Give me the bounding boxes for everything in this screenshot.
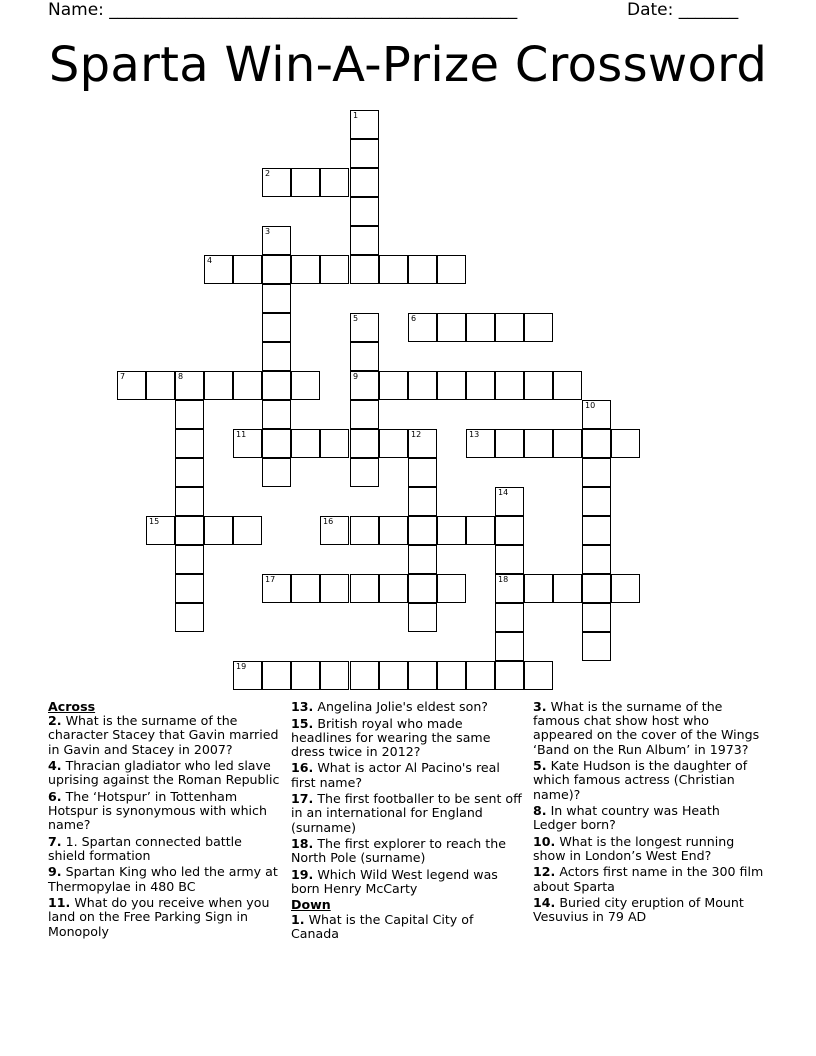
grid-cell[interactable] [524, 313, 553, 342]
grid-cell[interactable] [233, 429, 262, 458]
grid-cell[interactable] [611, 429, 640, 458]
grid-cell[interactable] [146, 371, 175, 400]
grid-cell[interactable] [408, 516, 437, 545]
page-title: Sparta Win-A-Prize Crossword [48, 37, 768, 93]
grid-cell[interactable] [553, 371, 582, 400]
grid-cell[interactable] [379, 574, 408, 603]
grid-cell[interactable] [582, 400, 611, 429]
cell-number: 18 [498, 575, 509, 584]
cell-number: 6 [411, 314, 417, 323]
clue-column-1 [48, 700, 280, 941]
grid-cell[interactable] [262, 661, 291, 690]
grid-cell[interactable] [204, 516, 233, 545]
grid-cell[interactable] [350, 255, 379, 284]
grid-cell[interactable] [495, 603, 524, 632]
cell-number: 1 [353, 111, 359, 120]
grid-cell[interactable] [437, 574, 466, 603]
grid-cell[interactable] [379, 516, 408, 545]
grid-cell[interactable] [320, 661, 349, 690]
grid-cell[interactable] [379, 661, 408, 690]
grid-cell[interactable] [553, 574, 582, 603]
clue-across-6: 6. The ‘Hotspur’ in Tottenham Hotspur is synonymous with which name? [48, 788, 267, 833]
grid-cell[interactable] [408, 545, 437, 574]
grid-cell[interactable] [233, 516, 262, 545]
cell-number: 19 [236, 662, 247, 671]
grid-cell[interactable] [408, 487, 437, 516]
grid-cell[interactable] [408, 255, 437, 284]
grid-cell[interactable] [379, 371, 408, 400]
grid-cell[interactable] [350, 574, 379, 603]
grid-cell[interactable] [320, 255, 349, 284]
grid-cell[interactable] [466, 429, 495, 458]
grid-cell[interactable] [320, 574, 349, 603]
grid-cell[interactable] [350, 313, 379, 342]
clue-across-17: 17. The first footballer to be sent off in an international for England (surname) [291, 791, 522, 835]
grid-cell[interactable] [262, 284, 291, 313]
grid-cell[interactable] [175, 371, 204, 400]
clue-across-2: 2. What is the surname of the character Stacey that Gavin married in Gavin and Stacey in 2007? [48, 713, 279, 757]
grid-cell[interactable] [146, 516, 175, 545]
clue-down-10: 10. What is the longest running show in London’s West End? [533, 833, 735, 863]
across-heading: Across [48, 699, 96, 714]
grid-cell[interactable] [262, 400, 291, 429]
cell-number: 3 [265, 227, 271, 236]
grid-cell[interactable] [408, 458, 437, 487]
grid-cell[interactable] [350, 371, 379, 400]
cell-number: 8 [178, 372, 184, 381]
grid-cell[interactable] [233, 371, 262, 400]
grid-cell[interactable] [291, 574, 320, 603]
grid-cell[interactable] [350, 110, 379, 139]
grid-cell[interactable] [524, 429, 553, 458]
grid-cell[interactable] [466, 313, 495, 342]
grid-cell[interactable] [611, 574, 640, 603]
name-field-label: Name: ________________________________________________ [48, 0, 518, 20]
grid-cell[interactable] [233, 661, 262, 690]
grid-cell[interactable] [524, 371, 553, 400]
grid-cell[interactable] [495, 632, 524, 661]
grid-cell[interactable] [379, 429, 408, 458]
grid-cell[interactable] [320, 516, 349, 545]
grid-cell[interactable] [408, 661, 437, 690]
grid-cell[interactable] [582, 603, 611, 632]
grid-cell[interactable] [350, 197, 379, 226]
cell-number: 2 [265, 169, 271, 178]
grid-cell[interactable] [582, 429, 611, 458]
grid-cell[interactable] [175, 429, 204, 458]
cell-number: 15 [149, 517, 160, 526]
grid-cell[interactable] [262, 313, 291, 342]
grid-cell[interactable] [582, 632, 611, 661]
grid-cell[interactable] [291, 371, 320, 400]
grid-cell[interactable] [437, 371, 466, 400]
grid-cell[interactable] [204, 371, 233, 400]
grid-cell[interactable] [350, 458, 379, 487]
grid-cell[interactable] [495, 313, 524, 342]
grid-cell[interactable] [262, 168, 291, 197]
cell-number: 11 [236, 430, 247, 439]
clue-across-16: 16. What is actor Al Pacino's real first name? [291, 760, 500, 790]
cell-number: 14 [498, 488, 509, 497]
grid-cell[interactable] [175, 545, 204, 574]
grid-cell[interactable] [350, 516, 379, 545]
grid-cell[interactable] [582, 545, 611, 574]
grid-cell[interactable] [175, 574, 204, 603]
grid-cell[interactable] [495, 516, 524, 545]
grid-cell[interactable] [350, 429, 379, 458]
grid-cell[interactable] [291, 168, 320, 197]
clue-column-3 [533, 700, 765, 927]
grid-cell[interactable] [408, 313, 437, 342]
grid-cell[interactable] [495, 371, 524, 400]
grid-cell[interactable] [350, 400, 379, 429]
grid-cell[interactable] [350, 226, 379, 255]
grid-cell[interactable] [553, 429, 582, 458]
clue-down-3: 3. What is the surname of the famous chat show host who appeared on the cover of the Wings ‘Band on the Run Album’ in 1973? [533, 699, 760, 757]
cell-number: 7 [120, 372, 126, 381]
grid-cell[interactable] [175, 400, 204, 429]
date-field-label: Date: _______ [627, 0, 739, 20]
grid-cell[interactable] [262, 371, 291, 400]
grid-cell[interactable] [466, 371, 495, 400]
grid-cell[interactable] [262, 342, 291, 371]
clue-across-4: 4. Thracian gladiator who led slave uprising against the Roman Republic [48, 758, 280, 788]
grid-cell[interactable] [495, 661, 524, 690]
grid-cell[interactable] [408, 429, 437, 458]
clue-down-1: 1. What is the Capital City of Canada [291, 911, 474, 941]
grid-cell[interactable] [408, 574, 437, 603]
grid-cell[interactable] [233, 255, 262, 284]
grid-cell[interactable] [350, 661, 379, 690]
clue-across-9: 9. Spartan King who led the army at Thermopylae in 480 BC [48, 864, 278, 894]
grid-cell[interactable] [582, 458, 611, 487]
clue-across-11: 11. What do you receive when you land on the Free Parking Sign in Monopoly [48, 895, 270, 939]
grid-cell[interactable] [262, 458, 291, 487]
grid-cell[interactable] [495, 429, 524, 458]
grid-cell[interactable] [437, 516, 466, 545]
clue-across-7: 7. 1. Spartan connected battle shield formation [48, 833, 242, 863]
down-heading: Down [291, 897, 331, 913]
grid-cell[interactable] [582, 574, 611, 603]
clue-down-12: 12. Actors first name in the 300 film about Sparta [533, 864, 764, 894]
cell-number: 10 [585, 401, 596, 410]
cell-number: 5 [353, 314, 359, 323]
grid-cell[interactable] [582, 516, 611, 545]
grid-cell[interactable] [291, 429, 320, 458]
grid-cell[interactable] [262, 226, 291, 255]
grid-cell[interactable] [320, 168, 349, 197]
grid-cell[interactable] [175, 516, 204, 545]
clue-across-19: 19. Which Wild West legend was born Henry McCarty [291, 866, 498, 896]
grid-cell[interactable] [291, 255, 320, 284]
grid-cell[interactable] [408, 603, 437, 632]
grid-cell[interactable] [437, 661, 466, 690]
clue-across-13: 13. Angelina Jolie's eldest son? [291, 699, 488, 714]
grid-cell[interactable] [524, 661, 553, 690]
grid-cell[interactable] [495, 545, 524, 574]
grid-cell[interactable] [437, 255, 466, 284]
grid-cell[interactable] [582, 487, 611, 516]
grid-cell[interactable] [408, 371, 437, 400]
grid-cell[interactable] [495, 487, 524, 516]
grid-cell[interactable] [466, 516, 495, 545]
cell-number: 12 [411, 430, 422, 439]
grid-cell[interactable] [437, 313, 466, 342]
grid-cell[interactable] [262, 255, 291, 284]
grid-cell[interactable] [379, 255, 408, 284]
grid-cell[interactable] [262, 429, 291, 458]
clue-down-14: 14. Buried city eruption of Mount Vesuvius in 79 AD [533, 895, 744, 925]
grid-cell[interactable] [175, 487, 204, 516]
grid-cell[interactable] [320, 429, 349, 458]
grid-cell[interactable] [175, 603, 204, 632]
grid-cell[interactable] [350, 168, 379, 197]
cell-number: 9 [353, 372, 359, 381]
cell-number: 17 [265, 575, 276, 584]
cell-number: 4 [207, 256, 213, 265]
clue-down-8: 8. In what country was Heath Ledger born? [533, 803, 720, 833]
grid-cell[interactable] [350, 139, 379, 168]
grid-cell[interactable] [466, 661, 495, 690]
grid-cell[interactable] [291, 661, 320, 690]
cell-number: 16 [323, 517, 334, 526]
clue-across-18: 18. The first explorer to reach the North Pole (surname) [291, 836, 506, 866]
grid-cell[interactable] [524, 574, 553, 603]
grid-cell[interactable] [350, 342, 379, 371]
grid-cell[interactable] [175, 458, 204, 487]
grid-cell[interactable] [117, 371, 146, 400]
clue-down-5: 5. Kate Hudson is the daughter of which famous actress (Christian name)? [533, 758, 748, 802]
grid-cell[interactable] [495, 574, 524, 603]
grid-cell[interactable] [262, 574, 291, 603]
cell-number: 13 [469, 430, 480, 439]
clue-column-2 [291, 700, 523, 943]
grid-cell[interactable] [204, 255, 233, 284]
clue-across-15: 15. British royal who made headlines for wearing the same dress twice in 2012? [291, 715, 491, 759]
